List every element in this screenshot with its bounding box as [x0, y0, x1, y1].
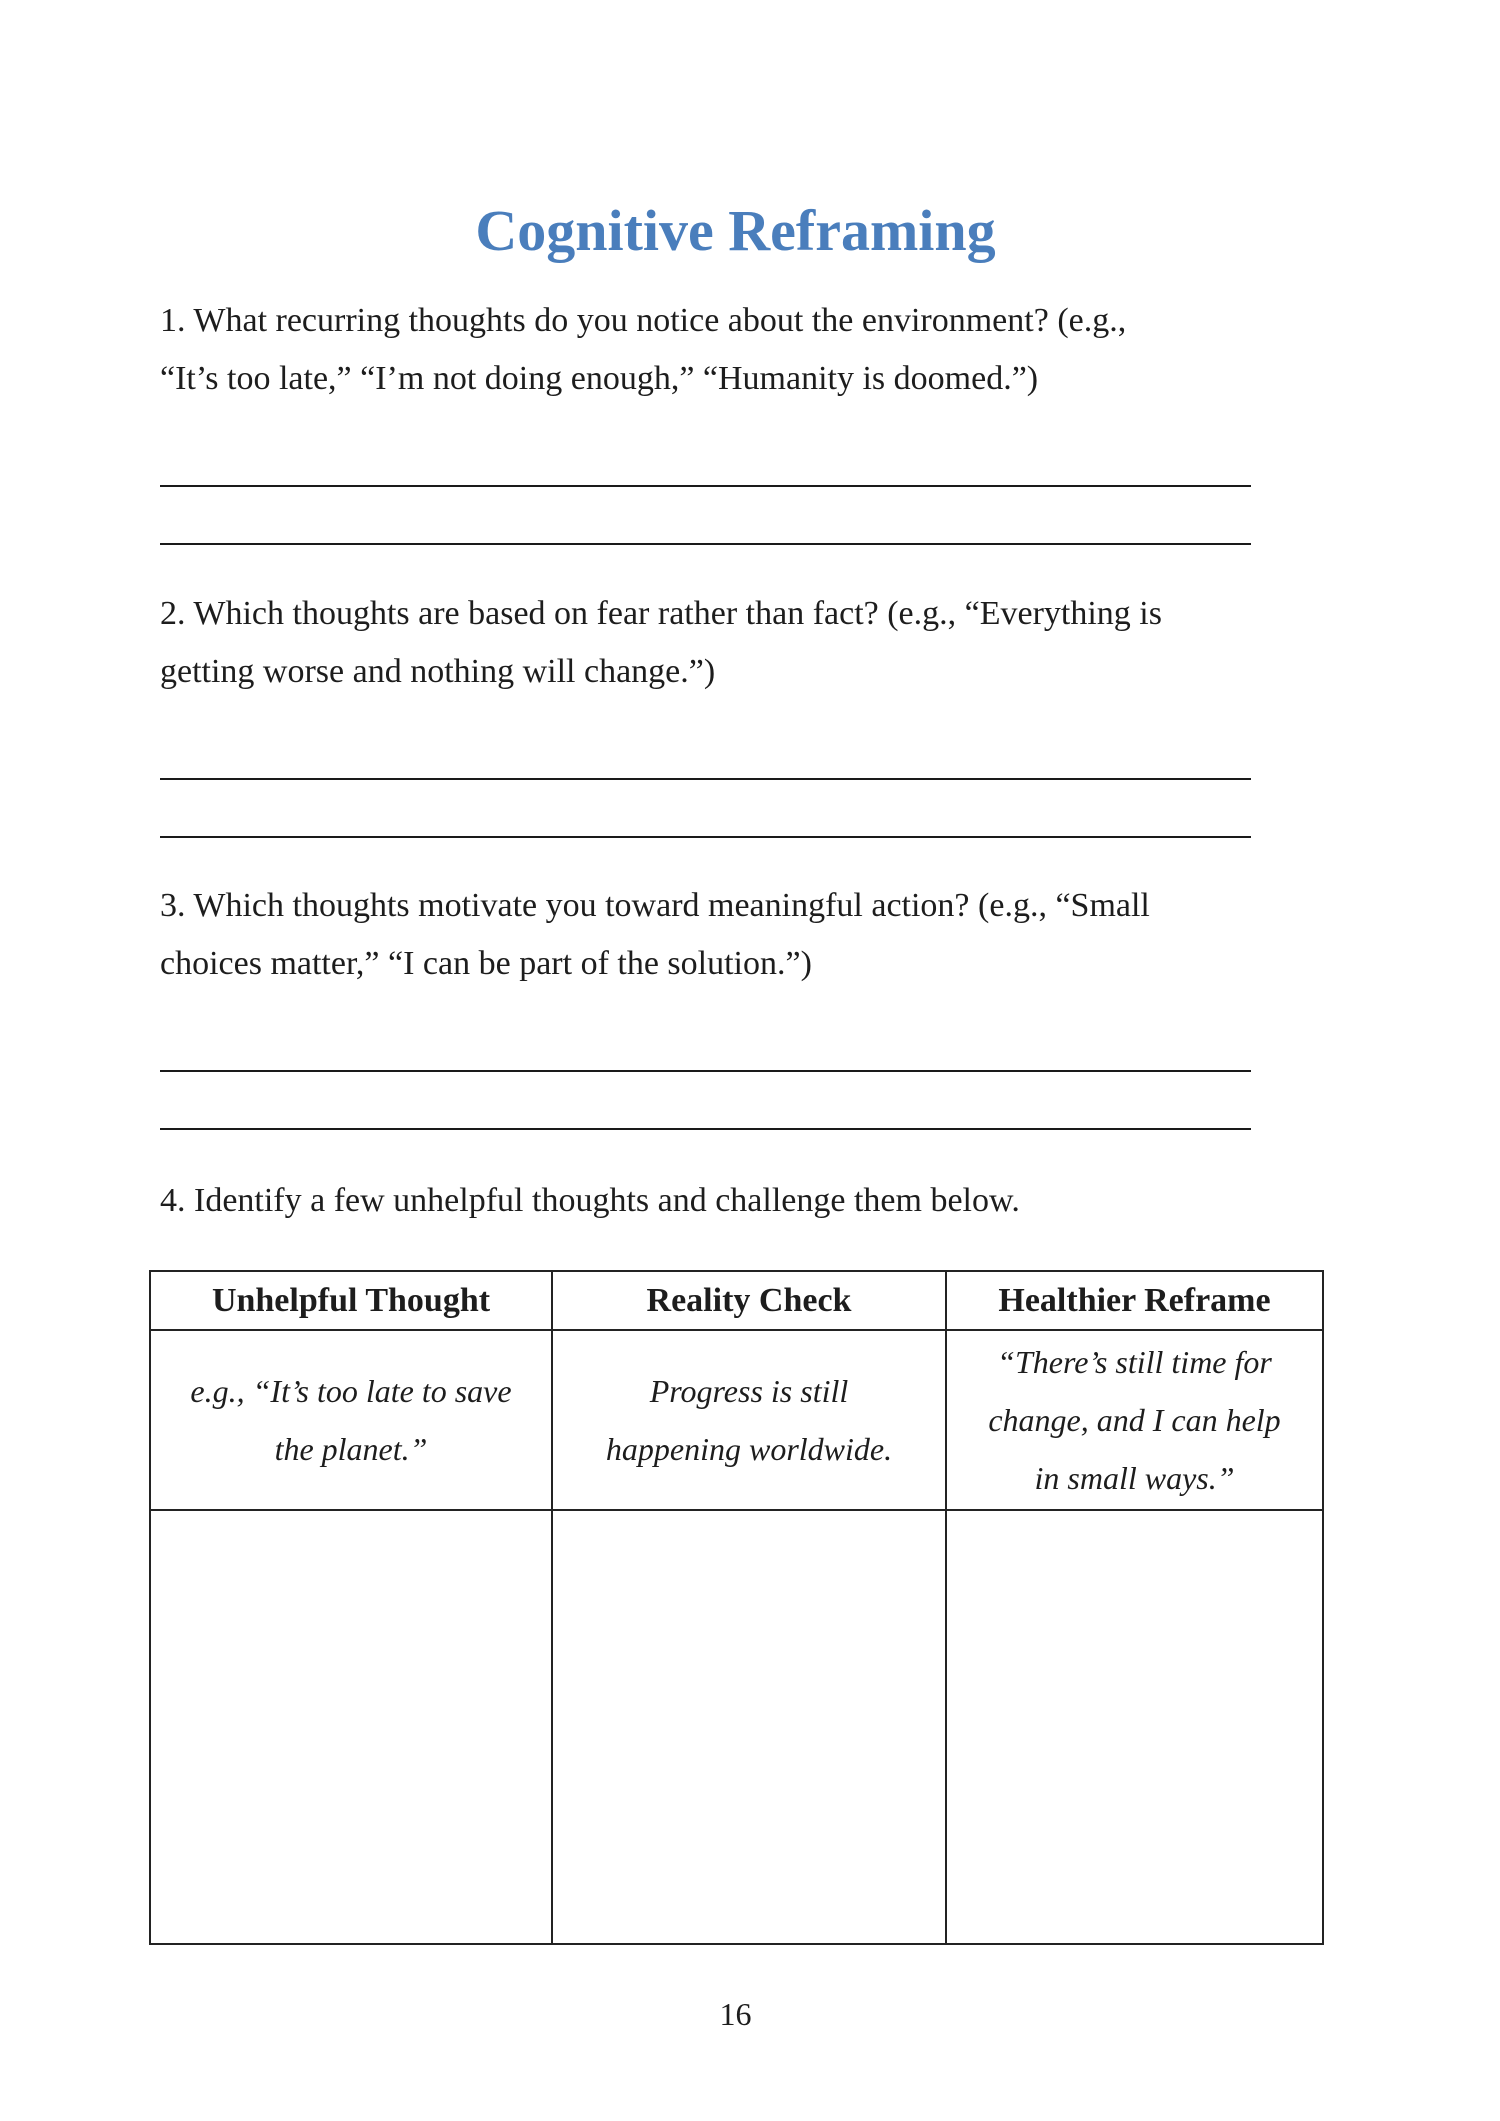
table-header-row	[150, 1271, 1323, 1330]
table-header-reality-check: Reality Check	[552, 1271, 946, 1330]
example-cell-unhelpful-thought	[150, 1330, 552, 1510]
question-3	[160, 877, 1150, 993]
question-1	[160, 292, 1126, 408]
blank-cell-unhelpful-thought	[150, 1510, 552, 1944]
question-3-line-2: choices matter,” “I can be part of the solution.”)	[160, 945, 812, 982]
question-1-line-2: “It’s too late,” “I’m not doing enough,” “Humanity is doomed.”)	[160, 360, 1039, 397]
example-reframe-line-3: in small ways.”	[1034, 1460, 1235, 1496]
example-unhelpful-line-2: the planet.”	[274, 1431, 428, 1467]
example-unhelpful-line-1: e.g., “It’s too late to save	[190, 1373, 512, 1409]
example-reframe-line-1: “There’s still time for	[997, 1344, 1272, 1380]
blank-cell-reality-check	[552, 1510, 946, 1944]
page-number: 16	[719, 1996, 752, 2032]
page-title: Cognitive Reframing	[475, 198, 996, 263]
question-2-line-2: getting worse and nothing will change.”)	[160, 653, 716, 690]
answer-line-1	[160, 485, 1251, 487]
answer-line-2	[160, 543, 1251, 545]
table-example-row	[150, 1330, 1323, 1510]
question-4-line-1: 4. Identify a few unhelpful thoughts and challenge them below.	[160, 1182, 1020, 1219]
table-header-healthier-reframe: Healthier Reframe	[946, 1271, 1323, 1330]
example-reframe-line-2: change, and I can help	[988, 1402, 1281, 1438]
example-cell-healthier-reframe	[946, 1330, 1323, 1510]
answer-line-3	[160, 778, 1251, 780]
example-cell-reality-check	[552, 1330, 946, 1510]
question-4	[160, 1172, 1020, 1230]
example-reality-line-2: happening worldwide.	[605, 1431, 893, 1467]
answer-line-6	[160, 1128, 1251, 1130]
example-reality-line-1: Progress is still	[649, 1373, 849, 1409]
answer-line-5	[160, 1070, 1251, 1072]
question-1-line-1: 1. What recurring thoughts do you notice about the environment? (e.g.,	[160, 302, 1127, 339]
question-2-line-1: 2. Which thoughts are based on fear rather than fact? (e.g., “Everything is	[160, 595, 1162, 632]
table-blank-row	[150, 1510, 1323, 1944]
answer-line-4	[160, 836, 1251, 838]
reframe-table	[149, 1270, 1324, 1945]
table-header-unhelpful-thought: Unhelpful Thought	[150, 1271, 552, 1330]
question-2	[160, 585, 1162, 701]
blank-cell-healthier-reframe	[946, 1510, 1323, 1944]
question-3-line-1: 3. Which thoughts motivate you toward meaningful action? (e.g., “Small	[160, 887, 1150, 924]
